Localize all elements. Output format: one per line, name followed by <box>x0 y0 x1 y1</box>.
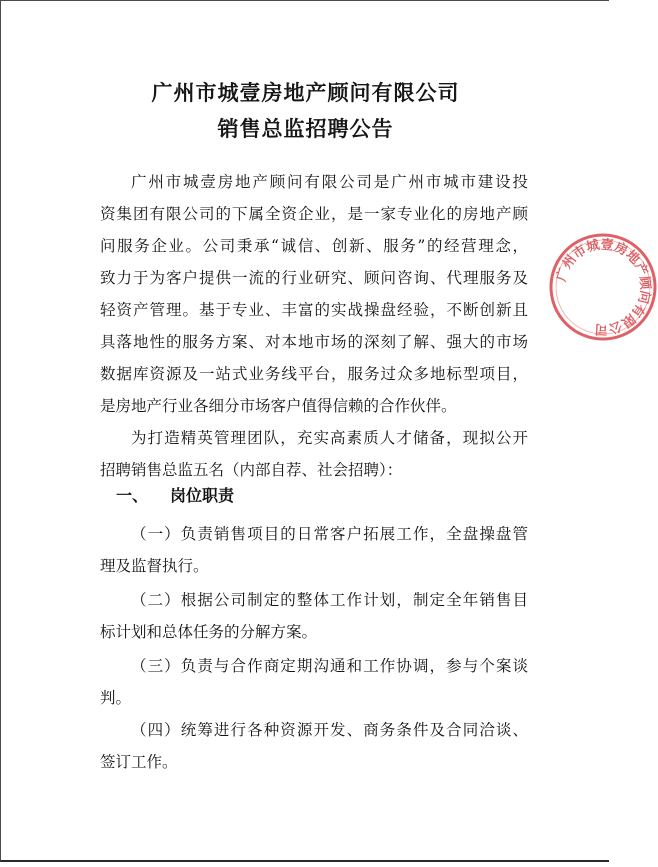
duty-2-line-1: （二）根据公司制定的整体工作计划，制定全年销售目 <box>131 591 528 609</box>
svg-text:广州市城壹房地产顾问有限公司 <box>553 237 653 338</box>
duty-3-line-1: （三）负责与合作商定期沟通和工作协调，参与个案谈 <box>131 657 528 675</box>
duty-1-line-2: 理及监督执行。 <box>100 557 209 575</box>
announcement-title: 销售总监招聘公告 <box>217 116 394 141</box>
section-number: 一、 <box>116 486 149 505</box>
recruit-line-2: 招聘销售总监五名（内部自荐、社会招聘）： <box>100 461 403 479</box>
company-title: 广州市城壹房地产顾问有限公司 <box>151 80 460 105</box>
duty-4-line-1: （四）统筹进行各种资源开发、商务条件及合同洽谈、 <box>131 721 528 739</box>
intro-line-6: 具落地性的服务方案、对本地市场的深刻了解、强大的市场 <box>100 333 528 351</box>
duty-4-line-2: 签订工作。 <box>100 753 178 771</box>
intro-line-1: 广州市城壹房地产顾问有限公司是广州市城市建设投 <box>131 173 528 191</box>
recruit-line-1: 为打造精英管理团队，充实高素质人才储备，现拟公开 <box>131 429 528 447</box>
duty-2-line-2: 标计划和总体任务的分解方案。 <box>100 623 318 641</box>
section-title: 岗位职责 <box>170 486 235 505</box>
intro-line-3: 问服务企业。公司秉承“诚信、创新、服务”的经营理念， <box>100 237 528 255</box>
intro-line-5: 轻资产管理。基于专业、丰富的实战操盘经验，不断创新且 <box>100 301 528 319</box>
section-heading-duties <box>116 486 234 506</box>
company-seal-icon <box>548 232 658 342</box>
intro-line-7: 数据库资源及一站式业务线平台，服务过众多地标型项目， <box>100 365 528 383</box>
duty-1-line-1: （一）负责销售项目的日常客户拓展工作，全盘操盘管 <box>131 525 528 543</box>
intro-line-4: 致力于为客户提供一流的行业研究、顾问咨询、代理服务及 <box>100 269 528 287</box>
intro-line-8: 是房地产行业各细分市场客户值得信赖的合作伙伴。 <box>100 397 457 415</box>
duty-3-line-2: 判。 <box>100 689 132 707</box>
seal-text: 广州市城壹房地产顾问有限公司 <box>554 237 653 337</box>
intro-line-2: 资集团有限公司的下属全资企业，是一家专业化的房地产顾 <box>100 205 528 223</box>
